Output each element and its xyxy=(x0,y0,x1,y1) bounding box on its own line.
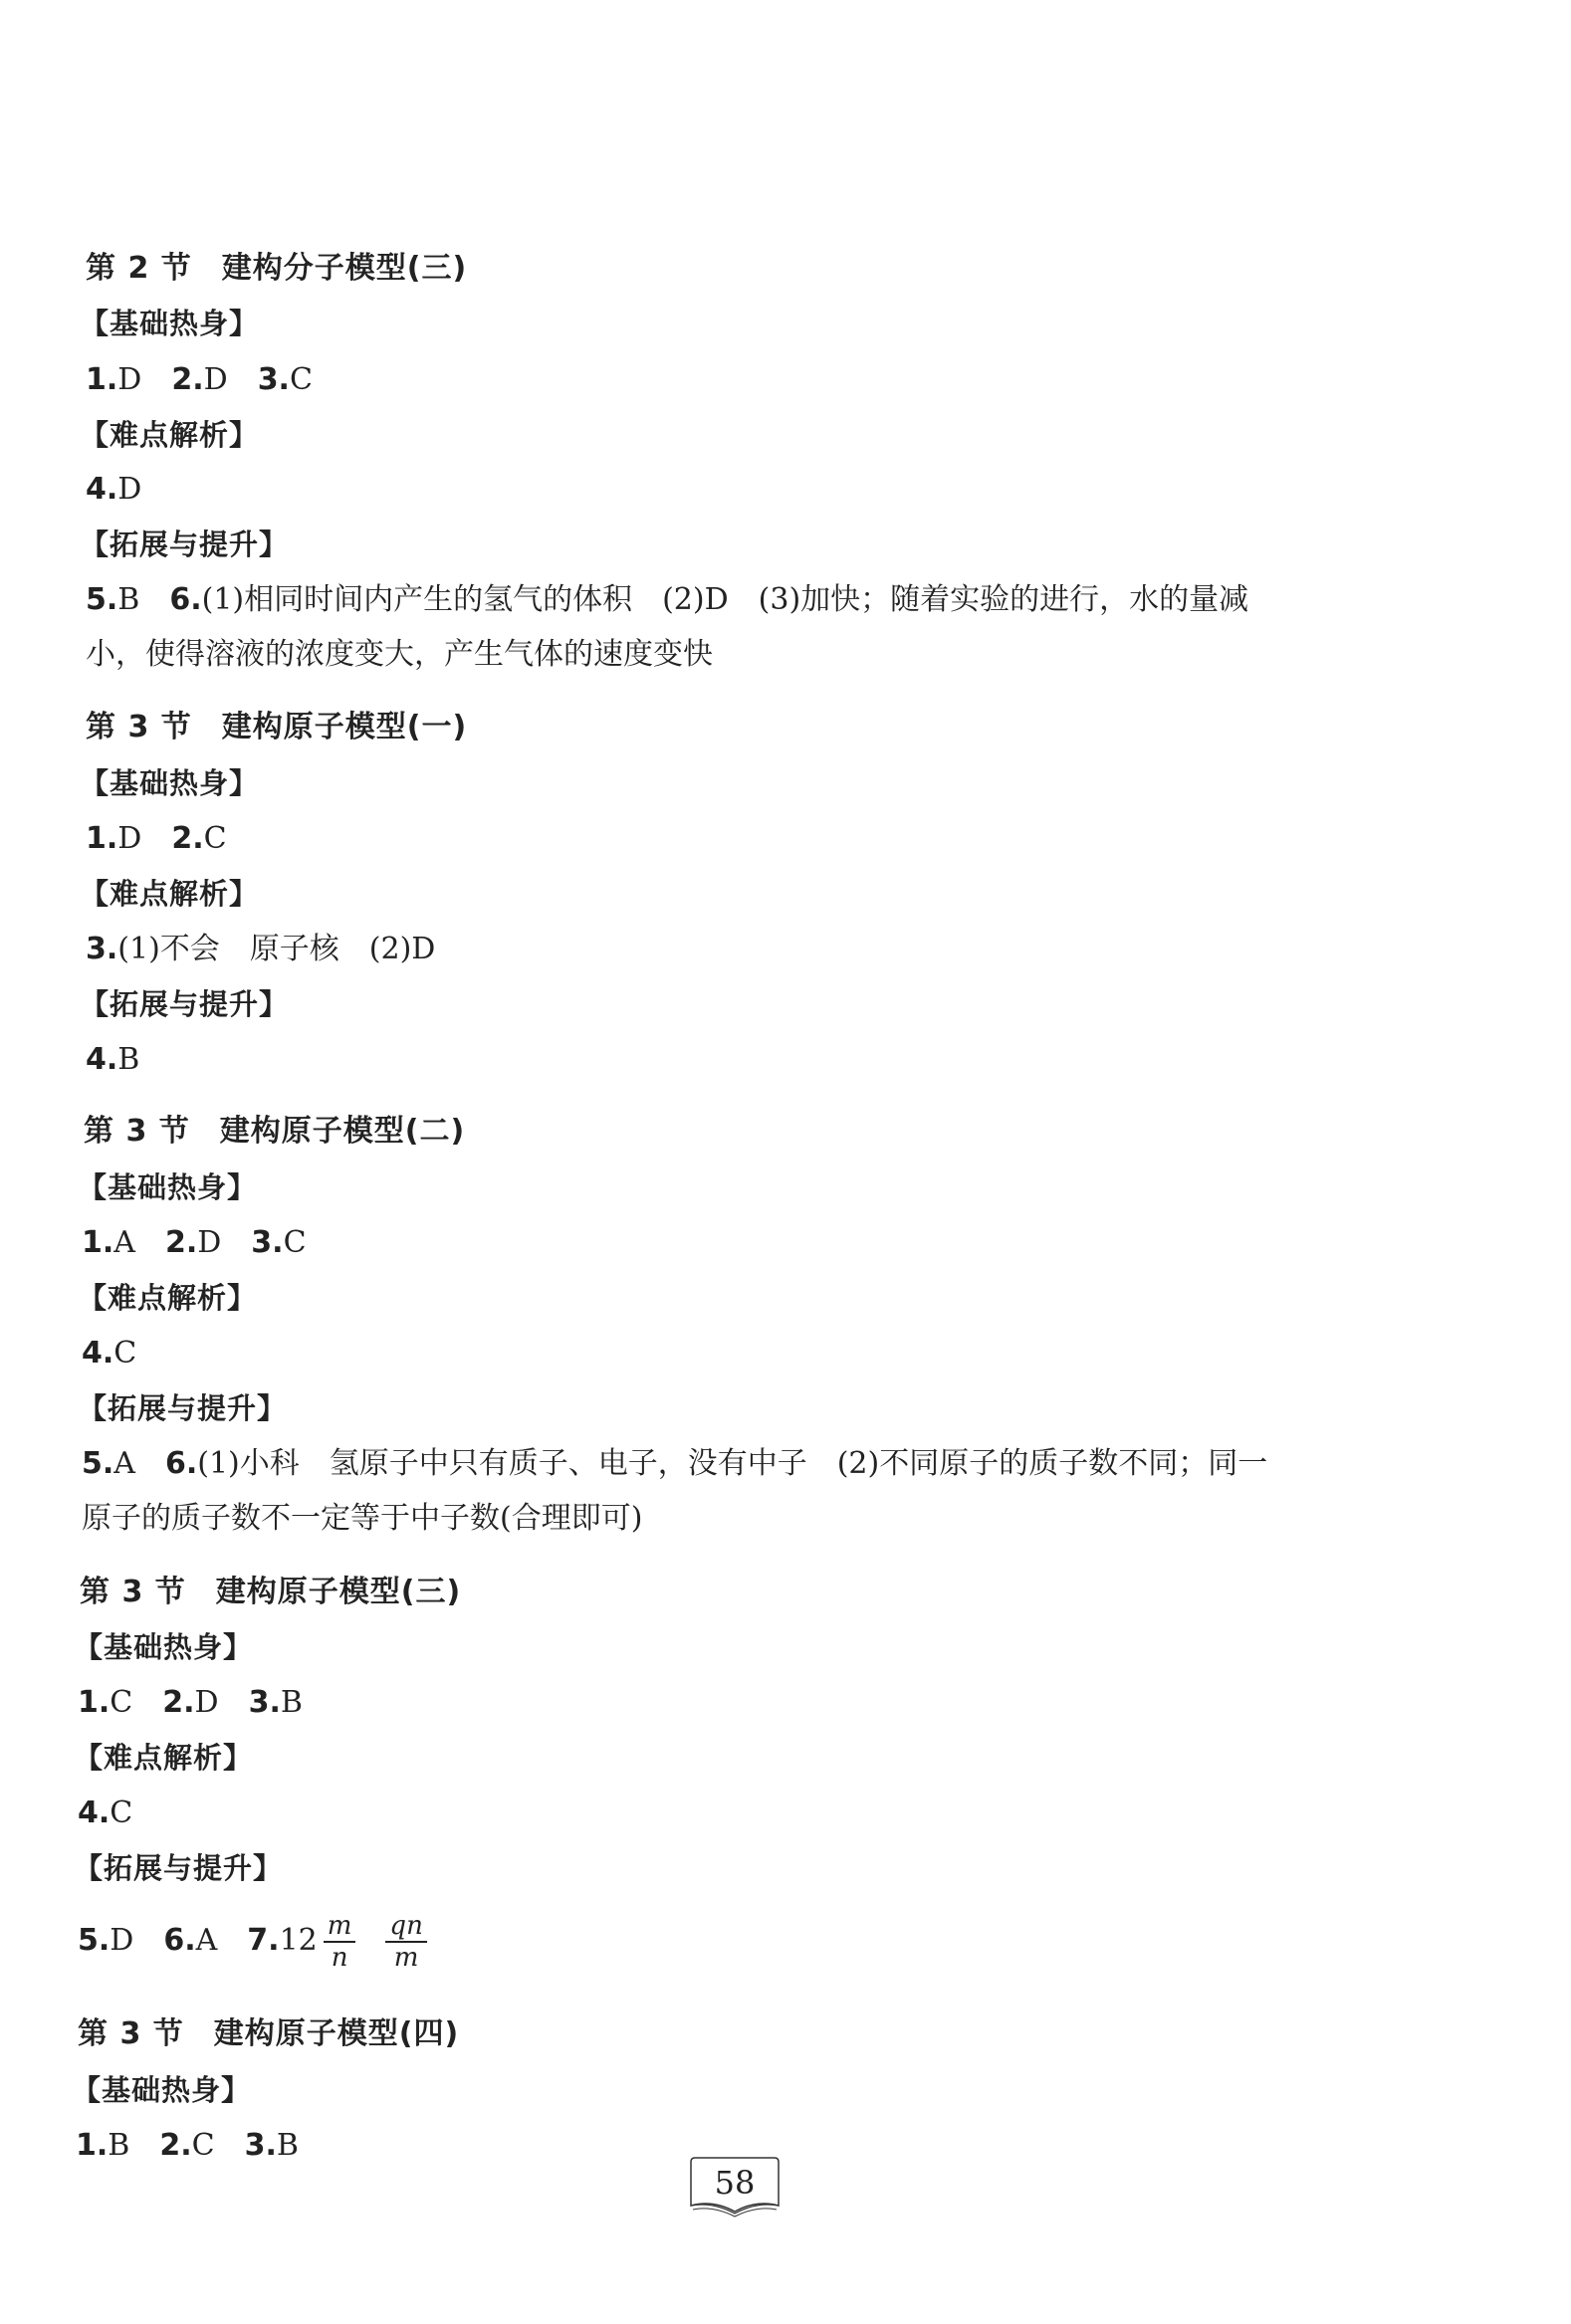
answer-line xyxy=(78,1794,132,1833)
answer-value: C xyxy=(191,2128,215,2163)
answer-value: D xyxy=(117,472,142,507)
answer-value: C xyxy=(110,1796,133,1830)
answer-value: C xyxy=(113,1336,137,1371)
section-title: 建构原子模型(四) xyxy=(213,2016,460,2051)
answer-value: B xyxy=(117,582,140,617)
answer-value: D xyxy=(110,1923,134,1958)
fraction-qn-over-m xyxy=(385,1911,426,1973)
section-heading xyxy=(80,1573,461,1612)
question-number: 3. xyxy=(248,1685,281,1720)
page-number-text: 58 xyxy=(714,2164,756,2202)
question-number: 7. xyxy=(247,1923,280,1958)
answer-value: C xyxy=(289,362,313,397)
answer-value: A xyxy=(195,1923,218,1958)
section-heading xyxy=(86,708,467,747)
fraction-denominator: m xyxy=(393,1943,419,1973)
subsection-label: 【难点解析】 xyxy=(80,877,260,911)
answer-value: B xyxy=(276,2128,299,2163)
subsection-label: 【基础热身】 xyxy=(72,2073,252,2107)
question-number: 1. xyxy=(82,1225,114,1260)
section-number: 第 3 节 xyxy=(78,2016,184,2051)
answer-value: D xyxy=(203,362,228,397)
section-heading xyxy=(78,2014,459,2054)
question-number: 3. xyxy=(244,2128,277,2163)
answer-value: D xyxy=(117,362,142,397)
subsection-label: 【拓展与提升】 xyxy=(80,987,290,1021)
answer-value: 12 xyxy=(279,1923,318,1958)
section-heading xyxy=(86,249,467,289)
answer-line xyxy=(86,930,435,969)
section-number: 第 3 节 xyxy=(84,1114,190,1149)
question-number: 1. xyxy=(86,821,118,856)
answer-line xyxy=(86,580,1248,620)
section-number: 第 3 节 xyxy=(86,710,192,744)
question-number: 2. xyxy=(162,1685,195,1720)
question-number: 3. xyxy=(257,362,290,397)
question-number: 1. xyxy=(76,2128,109,2163)
question-number: 2. xyxy=(171,821,204,856)
question-number: 4. xyxy=(86,472,118,507)
question-number: 5. xyxy=(86,582,118,617)
fraction-denominator: n xyxy=(331,1943,348,1973)
subsection-label: 【基础热身】 xyxy=(74,1630,254,1664)
answer-value: B xyxy=(108,2128,130,2163)
section-title: 建构原子模型(三) xyxy=(215,1575,462,1609)
answer-value: 原子的质子数不一定等于中子数(合理即可) xyxy=(82,1501,643,1536)
subsection-label: 【基础热身】 xyxy=(78,1170,258,1204)
question-number: 6. xyxy=(169,582,202,617)
question-number: 5. xyxy=(78,1923,111,1958)
answer-line xyxy=(82,1444,1267,1484)
answer-value: 小，使得溶液的浓度变大，产生气体的速度变快 xyxy=(86,637,713,672)
question-number: 3. xyxy=(251,1225,284,1260)
subsection-label: 【拓展与提升】 xyxy=(74,1851,284,1885)
question-number: 6. xyxy=(163,1923,196,1958)
answer-value: (1)相同时间内产生的氢气的体积 (2)D (3)加快；随着实验的进行，水的量减 xyxy=(201,582,1249,617)
answer-line xyxy=(86,819,227,859)
section-number: 第 2 节 xyxy=(86,251,192,286)
question-number: 5. xyxy=(82,1446,114,1481)
question-number: 1. xyxy=(86,362,118,397)
section-title: 建构原子模型(一) xyxy=(221,710,468,744)
page-number xyxy=(687,2156,783,2218)
section-title: 建构分子模型(三) xyxy=(221,251,468,286)
answer-line xyxy=(76,2126,299,2166)
answer-value: D xyxy=(194,1685,219,1720)
answer-value: C xyxy=(203,821,227,856)
answer-line xyxy=(82,1223,307,1263)
answer-line xyxy=(86,360,313,400)
answer-value: C xyxy=(110,1685,133,1720)
answer-value: A xyxy=(113,1446,135,1481)
fraction-numerator: m xyxy=(327,1911,352,1941)
question-number: 2. xyxy=(164,1225,198,1260)
answer-value: D xyxy=(117,821,142,856)
fraction-m-over-n xyxy=(324,1911,356,1973)
answer-value: D xyxy=(197,1225,222,1260)
answer-value: B xyxy=(117,1042,140,1077)
subsection-label: 【难点解析】 xyxy=(80,418,260,452)
subsection-label: 【难点解析】 xyxy=(74,1741,254,1775)
question-number: 2. xyxy=(171,362,204,397)
question-number: 6. xyxy=(164,1446,198,1481)
answer-line-continued xyxy=(82,1499,642,1539)
answer-value: B xyxy=(280,1685,303,1720)
subsection-label: 【拓展与提升】 xyxy=(80,528,290,561)
fraction-numerator: qn xyxy=(389,1911,423,1941)
question-number: 3. xyxy=(86,932,118,966)
question-number: 4. xyxy=(78,1796,111,1830)
answer-line xyxy=(86,1040,139,1080)
answer-value: (1)不会 原子核 (2)D xyxy=(117,932,436,966)
subsection-label: 【难点解析】 xyxy=(78,1281,258,1315)
answer-value: (1)小科 氢原子中只有质子、电子，没有中子 (2)不同原子的质子数不同；同一 xyxy=(197,1446,1268,1481)
answer-line xyxy=(78,1683,303,1723)
section-heading xyxy=(84,1112,465,1152)
question-number: 4. xyxy=(86,1042,118,1077)
answer-line xyxy=(86,470,141,510)
answer-line-continued xyxy=(86,635,713,675)
question-number: 1. xyxy=(78,1685,111,1720)
subsection-label: 【拓展与提升】 xyxy=(78,1391,288,1425)
answer-line-with-fractions xyxy=(78,1911,433,1973)
section-title: 建构原子模型(二) xyxy=(219,1114,466,1149)
answer-line xyxy=(82,1334,136,1373)
section-number: 第 3 节 xyxy=(80,1575,186,1609)
subsection-label: 【基础热身】 xyxy=(80,307,260,340)
answer-value: C xyxy=(283,1225,307,1260)
question-number: 2. xyxy=(159,2128,192,2163)
answer-value: A xyxy=(113,1225,135,1260)
question-number: 4. xyxy=(82,1336,114,1371)
subsection-label: 【基础热身】 xyxy=(80,766,260,800)
